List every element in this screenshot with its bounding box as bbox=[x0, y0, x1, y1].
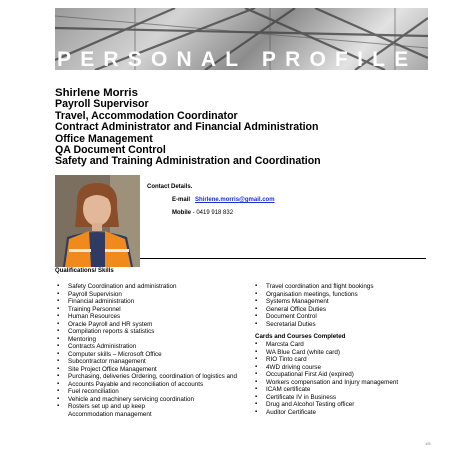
profile-banner bbox=[55, 8, 428, 70]
list-item: ▪ Compilation reports & statistics bbox=[55, 328, 247, 336]
list-item: ▪ Safety Coordination and administration bbox=[55, 283, 247, 291]
role-line: QA Document Control bbox=[55, 144, 166, 157]
list-item: ▪ Site Project Office Management bbox=[55, 366, 247, 374]
profile-heading bbox=[55, 88, 321, 168]
list-item: ▪ Oracle Payroll and HR system bbox=[55, 321, 247, 329]
list-item: ▪ Training Personnel bbox=[55, 306, 247, 314]
role-line: Office Management bbox=[55, 132, 153, 145]
cards-courses-title: Cards and Courses Completed bbox=[255, 333, 346, 340]
list-item: ▪ Vehicle and machinery servicing coordination bbox=[55, 396, 247, 404]
email-row bbox=[172, 197, 275, 203]
role-line: Travel, Accommodation Coordinator bbox=[55, 109, 238, 122]
cards-courses-list bbox=[253, 341, 423, 416]
person-name: Shirlene Morris bbox=[55, 87, 138, 99]
list-item: ▪ Fuel reconciliation bbox=[55, 388, 247, 396]
mobile-number: - 0419 918 832 bbox=[192, 210, 234, 216]
mobile-row bbox=[172, 210, 233, 216]
role-line: Payroll Supervisor bbox=[55, 98, 149, 111]
banner-title: PERSONAL PROFILE bbox=[57, 48, 418, 70]
list-item: ▪ Certificate IV in Business bbox=[253, 394, 423, 402]
list-item: ▪ Drug and Alcohol Testing officer bbox=[253, 401, 423, 409]
list-item: ▪ Subcontractor management bbox=[55, 358, 247, 366]
list-item: ▪ Rosters set up and up keep bbox=[55, 403, 247, 411]
profile-photo bbox=[55, 175, 140, 267]
list-item: ▪ Auditor Certificate bbox=[253, 409, 423, 417]
list-item: Accommodation management bbox=[68, 410, 152, 418]
list-item: ▪ General Office Duties bbox=[253, 306, 423, 314]
role-line: Contract Administrator and Financial Administration bbox=[55, 121, 319, 134]
role-line: Safety and Training Administration and Coordination bbox=[55, 155, 321, 168]
list-item: ▪ Contracts Administration bbox=[55, 343, 247, 351]
list-item: ▪ Financial administration bbox=[55, 298, 247, 306]
list-item: ▪ ICAM certificate bbox=[253, 386, 423, 394]
qualifications-title: Qualifications/ Skills bbox=[55, 268, 114, 274]
list-item: ▪ RIO Tinto card bbox=[253, 356, 423, 364]
list-item: ▪ Systems Management bbox=[253, 298, 423, 306]
list-item: ▪ Occupational First Aid (expired) bbox=[253, 371, 423, 379]
list-item: ▪ Accounts Payable and reconciliation of accounts bbox=[55, 381, 247, 389]
list-item: ▪ Secretarial Duties bbox=[253, 321, 423, 329]
skills-list-right bbox=[253, 283, 423, 328]
list-item: ▪ Workers compensation and Injury management bbox=[253, 379, 423, 387]
list-item: ▪ Organisation meetings, functions bbox=[253, 291, 423, 299]
list-item: ▪ Payroll Supervision bbox=[55, 291, 247, 299]
list-item: ▪ Travel coordination and flight bookings bbox=[253, 283, 423, 291]
contact-details-label: Contact Details. bbox=[147, 184, 193, 190]
email-link[interactable]: Shirlene.morris@gmail.com bbox=[195, 197, 275, 203]
email-label: E-mail bbox=[172, 197, 191, 203]
list-item: ▪ Human Resources bbox=[55, 313, 247, 321]
list-item: ▪ 4WD driving course bbox=[253, 364, 423, 372]
list-item: ▪ Mentoring bbox=[55, 336, 247, 344]
divider bbox=[140, 258, 426, 259]
page-number: 1/5 bbox=[425, 441, 431, 446]
list-item: ▪ Computer skills – Microsoft Office bbox=[55, 351, 247, 359]
mobile-label: Mobile bbox=[172, 210, 191, 216]
list-item: ▪ WA Blue Card (white card) bbox=[253, 349, 423, 357]
list-item: ▪ Document Control bbox=[253, 313, 423, 321]
skills-list-left bbox=[55, 283, 247, 418]
list-item: ▪ Purchasing, deliveries Ordering, coordination of logistics and bbox=[55, 373, 247, 381]
list-item: ▪ Marcsta Card bbox=[253, 341, 423, 349]
